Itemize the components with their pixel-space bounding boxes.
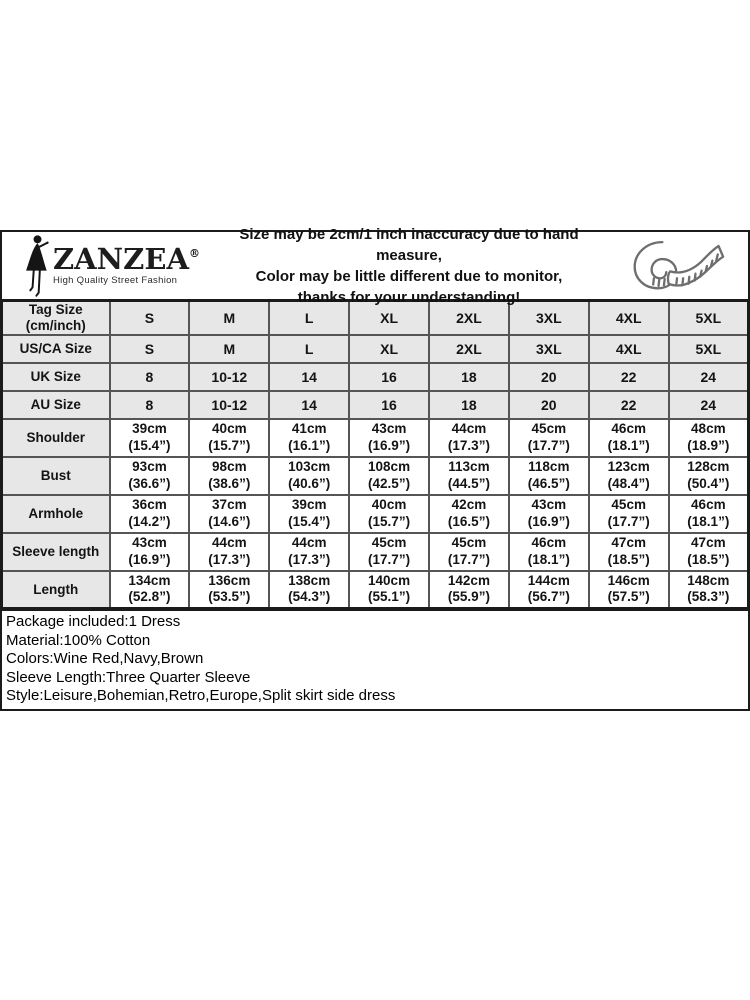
measure-cell bbox=[349, 495, 429, 533]
size-cell: 16 bbox=[349, 363, 429, 391]
size-cell: 3XL bbox=[509, 301, 589, 335]
value-inch: (16.9”) bbox=[527, 513, 570, 529]
value-cm: 39cm bbox=[132, 421, 167, 436]
value-inch: (50.4”) bbox=[687, 475, 730, 491]
measure-cell bbox=[269, 533, 349, 571]
measure-cell bbox=[349, 457, 429, 495]
value-cm: 47cm bbox=[691, 535, 726, 550]
size-table-row bbox=[2, 391, 749, 419]
size-cell: 14 bbox=[269, 391, 349, 419]
value-cm: 37cm bbox=[212, 497, 247, 512]
measure-cell bbox=[589, 457, 669, 495]
measure-cell bbox=[669, 571, 749, 609]
measure-cell bbox=[269, 419, 349, 457]
value-inch: (18.1”) bbox=[607, 437, 650, 453]
size-chart-content bbox=[0, 225, 750, 711]
value-cm: 45cm bbox=[611, 497, 646, 512]
row-label-line: Tag Size bbox=[28, 302, 83, 318]
value-cm: 138cm bbox=[288, 572, 331, 588]
measure-cell bbox=[509, 533, 589, 571]
measure-cell bbox=[269, 571, 349, 609]
size-cell: L bbox=[269, 301, 349, 335]
value-inch: (15.4”) bbox=[288, 513, 331, 529]
detail-style: Style:Leisure,Bohemian,Retro,Europe,Split skirt side dress bbox=[6, 687, 396, 705]
size-cell: 18 bbox=[429, 363, 509, 391]
value-inch: (17.7”) bbox=[607, 513, 650, 529]
value-cm: 128cm bbox=[687, 459, 730, 474]
value-inch: (55.1”) bbox=[368, 589, 411, 605]
measure-cell bbox=[189, 457, 269, 495]
measure-cell bbox=[429, 457, 509, 495]
value-cm: 46cm bbox=[691, 497, 726, 512]
value-inch: (52.8”) bbox=[128, 589, 171, 605]
row-label-cell bbox=[2, 533, 110, 571]
measuring-tape-icon bbox=[606, 236, 748, 296]
value-cm: 40cm bbox=[212, 421, 247, 436]
measure-cell bbox=[589, 571, 669, 609]
value-inch: (18.9”) bbox=[687, 437, 730, 453]
row-label-line: UK Size bbox=[30, 368, 81, 384]
size-table-row bbox=[2, 571, 749, 609]
measure-cell bbox=[429, 495, 509, 533]
detail-sleeve-length: Sleeve Length:Three Quarter Sleeve bbox=[6, 668, 251, 686]
value-inch: (17.3”) bbox=[288, 551, 331, 567]
value-inch: (57.5”) bbox=[607, 589, 650, 605]
value-inch: (40.6”) bbox=[288, 475, 331, 491]
value-cm: 142cm bbox=[447, 572, 490, 588]
value-inch: (55.9”) bbox=[447, 589, 490, 605]
measure-cell bbox=[349, 419, 429, 457]
value-inch: (38.6”) bbox=[208, 475, 251, 491]
value-inch: (17.7”) bbox=[368, 551, 411, 567]
value-inch: (36.6”) bbox=[128, 475, 171, 491]
value-cm: 144cm bbox=[527, 572, 570, 588]
value-cm: 123cm bbox=[607, 459, 650, 474]
value-inch: (16.5”) bbox=[447, 513, 490, 529]
notice-line: Size may be 2cm/1 inch inaccuracy due to hand measure, bbox=[239, 225, 579, 264]
size-table-row bbox=[2, 363, 749, 391]
value-inch: (44.5”) bbox=[447, 475, 490, 491]
measure-cell bbox=[509, 457, 589, 495]
detail-colors: Colors:Wine Red,Navy,Brown bbox=[6, 650, 204, 668]
measure-cell bbox=[429, 571, 509, 609]
measure-cell bbox=[110, 533, 190, 571]
value-inch: (17.7”) bbox=[527, 437, 570, 453]
measure-cell bbox=[110, 419, 190, 457]
woman-silhouette-icon bbox=[20, 234, 52, 298]
measure-cell bbox=[669, 495, 749, 533]
size-cell: XL bbox=[349, 335, 429, 363]
registered-mark: ® bbox=[188, 247, 200, 260]
value-inch: (58.3”) bbox=[687, 589, 730, 605]
value-cm: 45cm bbox=[371, 535, 407, 550]
size-cell: 10-12 bbox=[189, 391, 269, 419]
value-inch: (46.5”) bbox=[527, 475, 570, 491]
value-cm: 134cm bbox=[128, 572, 171, 588]
value-cm: 41cm bbox=[291, 421, 327, 436]
row-label-cell bbox=[2, 335, 110, 363]
row-label-line: Armhole bbox=[28, 505, 84, 521]
size-table-row bbox=[2, 335, 749, 363]
measure-cell bbox=[509, 419, 589, 457]
value-inch: (17.7”) bbox=[447, 551, 490, 567]
value-cm: 103cm bbox=[288, 459, 331, 474]
value-cm: 148cm bbox=[687, 572, 730, 588]
value-cm: 136cm bbox=[208, 572, 251, 588]
measure-cell bbox=[269, 457, 349, 495]
value-cm: 46cm bbox=[611, 421, 646, 436]
size-cell: S bbox=[110, 301, 190, 335]
row-label-cell bbox=[2, 495, 110, 533]
size-cell: 2XL bbox=[429, 335, 509, 363]
value-cm: 113cm bbox=[448, 459, 490, 474]
value-inch: (16.9”) bbox=[368, 437, 411, 453]
measure-cell bbox=[349, 571, 429, 609]
value-cm: 93cm bbox=[132, 459, 167, 474]
measure-cell bbox=[349, 533, 429, 571]
value-cm: 140cm bbox=[368, 572, 411, 588]
row-label-cell bbox=[2, 419, 110, 457]
value-cm: 45cm bbox=[451, 535, 487, 550]
value-inch: (15.7”) bbox=[368, 513, 411, 529]
value-inch: (56.7”) bbox=[527, 589, 570, 605]
size-cell: 4XL bbox=[589, 301, 669, 335]
measure-cell bbox=[189, 571, 269, 609]
measure-cell bbox=[429, 419, 509, 457]
value-cm: 39cm bbox=[291, 497, 327, 512]
value-cm: 146cm bbox=[607, 572, 650, 588]
row-label-cell bbox=[2, 363, 110, 391]
value-cm: 44cm bbox=[212, 535, 247, 550]
value-inch: (17.3”) bbox=[208, 551, 251, 567]
value-cm: 36cm bbox=[132, 497, 167, 512]
size-cell: 22 bbox=[589, 363, 669, 391]
measure-cell bbox=[669, 457, 749, 495]
row-label-line: Bust bbox=[40, 467, 71, 483]
value-cm: 47cm bbox=[611, 535, 646, 550]
size-cell: 24 bbox=[669, 363, 749, 391]
value-inch: (18.1”) bbox=[527, 551, 570, 567]
row-label-line: Sleeve length bbox=[12, 543, 100, 559]
size-cell: M bbox=[189, 335, 269, 363]
size-cell: 18 bbox=[429, 391, 509, 419]
detail-package: Package included:1 Dress bbox=[6, 613, 181, 630]
value-cm: 43cm bbox=[371, 421, 407, 436]
size-cell: 4XL bbox=[589, 335, 669, 363]
size-cell: 5XL bbox=[669, 335, 749, 363]
size-cell: 5XL bbox=[669, 301, 749, 335]
value-inch: (18.1”) bbox=[687, 513, 730, 529]
value-cm: 108cm bbox=[368, 459, 411, 474]
size-cell: 20 bbox=[509, 391, 589, 419]
size-table-row bbox=[2, 533, 749, 571]
measure-cell bbox=[110, 457, 190, 495]
value-cm: 46cm bbox=[531, 535, 567, 550]
size-cell: M bbox=[189, 301, 269, 335]
measure-cell bbox=[669, 533, 749, 571]
measure-cell bbox=[509, 495, 589, 533]
size-cell: 22 bbox=[589, 391, 669, 419]
size-cell: 24 bbox=[669, 391, 749, 419]
size-notice bbox=[212, 224, 606, 308]
size-cell: S bbox=[110, 335, 190, 363]
size-cell: L bbox=[269, 335, 349, 363]
header bbox=[0, 225, 750, 306]
measure-cell bbox=[429, 533, 509, 571]
value-cm: 98cm bbox=[212, 459, 247, 474]
brand-name: ZANZEA® bbox=[53, 242, 200, 276]
value-inch: (14.2”) bbox=[128, 513, 171, 529]
value-inch: (15.7”) bbox=[208, 437, 251, 453]
measure-cell bbox=[669, 419, 749, 457]
value-inch: (42.5”) bbox=[368, 475, 411, 491]
notice-line: Color may be little different due to monitor, bbox=[255, 267, 563, 285]
notice-line: thanks for your understanding! bbox=[297, 288, 521, 306]
size-table-row bbox=[2, 419, 749, 457]
size-cell: 20 bbox=[509, 363, 589, 391]
brand-tagline: High Quality Street Fashion bbox=[53, 275, 178, 286]
size-table bbox=[0, 299, 750, 610]
row-label-line: US/CA Size bbox=[19, 340, 92, 356]
value-cm: 42cm bbox=[451, 497, 487, 512]
value-inch: (18.5”) bbox=[607, 551, 650, 567]
value-inch: (18.5”) bbox=[687, 551, 730, 567]
row-label-line: Shoulder bbox=[26, 429, 85, 445]
row-label-line: (cm/inch) bbox=[25, 317, 86, 333]
product-details bbox=[0, 609, 750, 711]
size-table-row bbox=[2, 457, 749, 495]
value-cm: 48cm bbox=[691, 421, 726, 436]
value-cm: 44cm bbox=[451, 421, 487, 436]
size-cell: 14 bbox=[269, 363, 349, 391]
value-inch: (54.3”) bbox=[288, 589, 331, 605]
row-label-line: AU Size bbox=[30, 396, 81, 412]
brand-logo bbox=[2, 234, 212, 298]
measure-cell bbox=[110, 571, 190, 609]
size-cell: 2XL bbox=[429, 301, 509, 335]
value-cm: 43cm bbox=[531, 497, 567, 512]
value-inch: (16.9”) bbox=[128, 551, 171, 567]
detail-material: Material:100% Cotton bbox=[6, 631, 151, 649]
size-cell: 10-12 bbox=[189, 363, 269, 391]
measure-cell bbox=[589, 533, 669, 571]
value-inch: (17.3”) bbox=[447, 437, 490, 453]
measure-cell bbox=[189, 495, 269, 533]
measure-cell bbox=[589, 419, 669, 457]
row-label-cell bbox=[2, 457, 110, 495]
value-cm: 40cm bbox=[371, 497, 407, 512]
size-cell: XL bbox=[349, 301, 429, 335]
value-cm: 44cm bbox=[291, 535, 327, 550]
value-cm: 43cm bbox=[132, 535, 167, 550]
size-cell: 8 bbox=[110, 363, 190, 391]
measure-cell bbox=[269, 495, 349, 533]
measure-cell bbox=[509, 571, 589, 609]
brand-text bbox=[53, 242, 200, 286]
value-inch: (16.1”) bbox=[288, 437, 331, 453]
row-label-cell bbox=[2, 301, 110, 335]
measure-cell bbox=[189, 533, 269, 571]
row-label-cell bbox=[2, 391, 110, 419]
measure-cell bbox=[589, 495, 669, 533]
measure-cell bbox=[110, 495, 190, 533]
value-inch: (48.4”) bbox=[607, 475, 650, 491]
row-label-cell bbox=[2, 571, 110, 609]
size-table-row bbox=[2, 495, 749, 533]
row-label-line: Length bbox=[33, 581, 79, 597]
value-inch: (53.5”) bbox=[208, 589, 251, 605]
value-inch: (15.4”) bbox=[128, 437, 171, 453]
value-cm: 118cm bbox=[528, 459, 570, 474]
size-cell: 3XL bbox=[509, 335, 589, 363]
size-cell: 16 bbox=[349, 391, 429, 419]
value-inch: (14.6”) bbox=[208, 513, 251, 529]
value-cm: 45cm bbox=[531, 421, 567, 436]
measure-cell bbox=[189, 419, 269, 457]
size-cell: 8 bbox=[110, 391, 190, 419]
